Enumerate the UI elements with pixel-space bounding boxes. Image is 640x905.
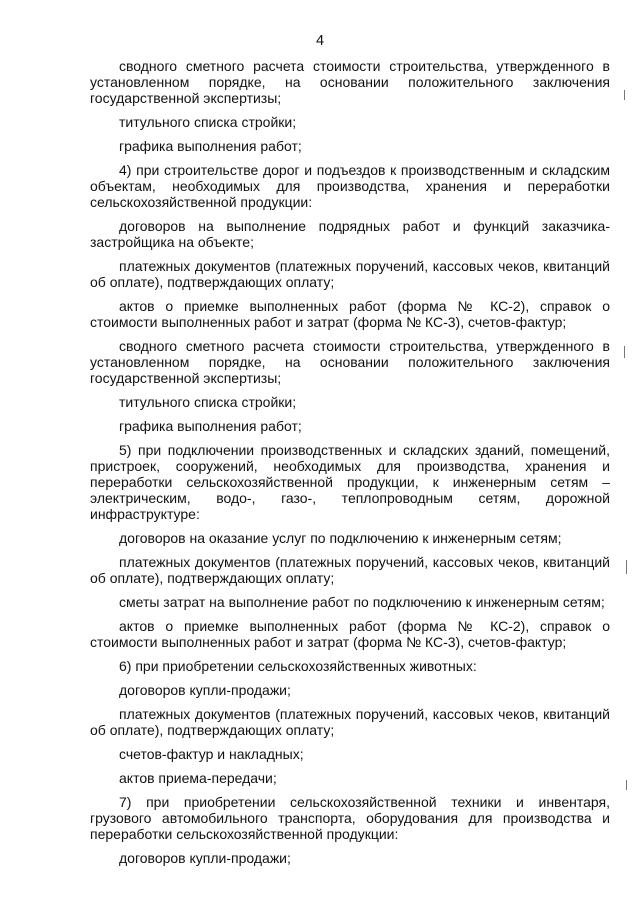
paragraph: актов о приемке выполненных работ (форма № КС-2), справок о стоимости выполненных работ и затрат (форма № КС-3), счетов-фактур; [90, 618, 610, 650]
paragraph: титульного списка стройки; [119, 114, 297, 130]
paragraph: договоров на оказание услуг по подключению к инженерным сетям; [119, 530, 562, 546]
paragraph: сводного сметного расчета стоимости строительства, утвержденного в установленном порядке, на основании положительного заключения государственной экспертизы; [90, 338, 610, 386]
paragraph: графика выполнения работ; [119, 138, 302, 154]
paragraph: актов о приемке выполненных работ (форма № КС-2), справок о стоимости выполненных работ и затрат (форма № КС-3), счетов-фактур; [90, 298, 610, 330]
scan-mark [626, 560, 627, 574]
scan-mark [624, 346, 625, 358]
paragraph: сметы затрат на выполнение работ по подключению к инженерным сетям; [119, 594, 605, 610]
paragraph: сводного сметного расчета стоимости строительства, утвержденного в установленном порядке, на основании положительного заключения государственной экспертизы; [90, 58, 610, 106]
paragraph: 4) при строительстве дорог и подъездов к производственным и складским объектам, необходимых для производства, хранения и переработки сельскохозяйственной продукции: [90, 162, 610, 210]
paragraph: 7) при приобретении сельскохозяйственной техники и инвентаря, грузового автомобильного транспорта, оборудования для производства и переработки сельскохозяйственной продукции: [90, 794, 610, 842]
paragraph: титульного списка стройки; [119, 394, 297, 410]
paragraph: платежных документов (платежных поручений, кассовых чеков, квитанций об оплате), подтверждающих оплату; [90, 706, 610, 738]
paragraph: договоров купли-продажи; [119, 682, 291, 698]
paragraph: актов приема-передачи; [119, 770, 277, 786]
paragraph: договоров на выполнение подрядных работ и функций заказчика-застройщика на объекте; [90, 218, 610, 250]
scan-mark [626, 780, 627, 790]
paragraph: платежных документов (платежных поручений, кассовых чеков, квитанций об оплате), подтверждающих оплату; [90, 554, 610, 586]
paragraph: платежных документов (платежных поручений, кассовых чеков, квитанций об оплате), подтверждающих оплату; [90, 258, 610, 290]
paragraph: счетов-фактур и накладных; [119, 746, 304, 762]
paragraph: 6) при приобретении сельскохозяйственных животных: [119, 658, 477, 674]
paragraph: 5) при подключении производственных и складских зданий, помещений, пристроек, сооружений, необходимых для производства, хранения и переработки сельскохозяйственной продукции, к инженерным сетям – электрическим, водо-, газо-, теплопроводным сетям, дорожной инфраструктуре: [90, 442, 610, 522]
paragraph: договоров купли-продажи; [119, 850, 291, 866]
paragraph: графика выполнения работ; [119, 418, 302, 434]
document-body [90, 58, 610, 874]
scan-mark [624, 90, 625, 100]
page-number: 4 [315, 33, 325, 49]
